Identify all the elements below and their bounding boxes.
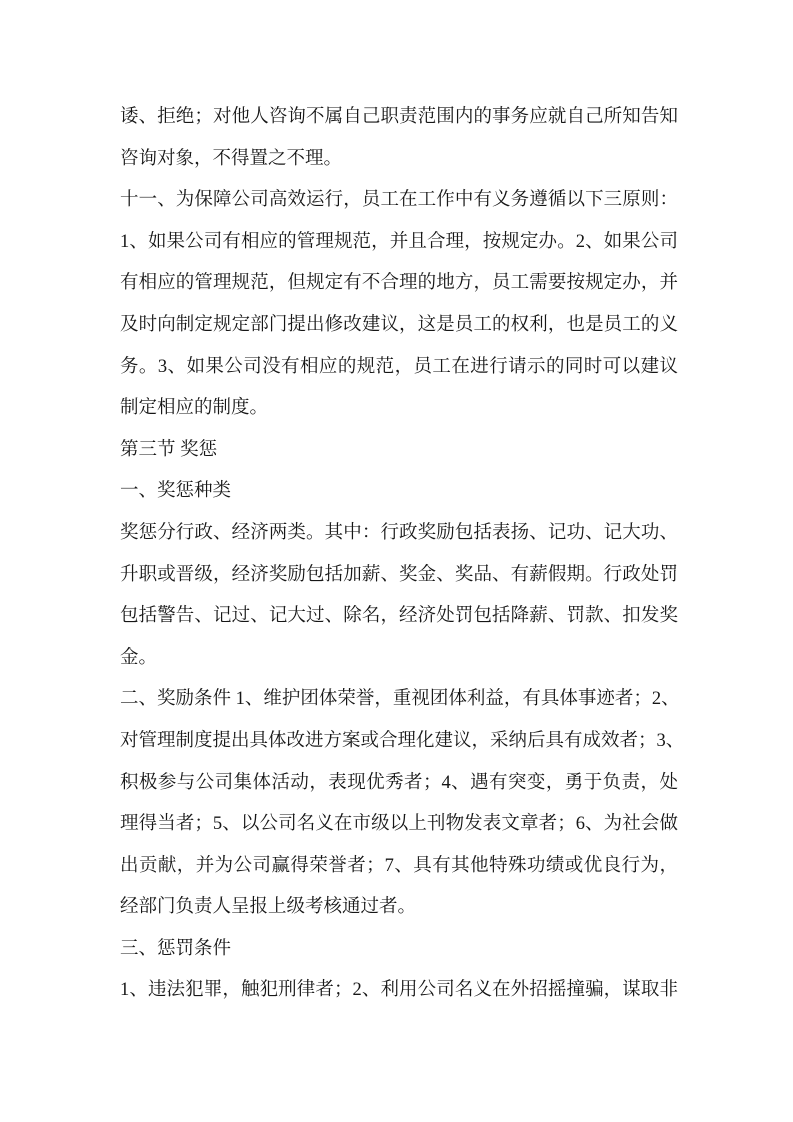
text-line: 制定相应的制度。 — [120, 398, 269, 419]
text-line: 升职或晋级，经济奖励包括加薪、奖金、奖品、有薪假期。行政处罚 — [120, 564, 678, 585]
text-line: 1、违法犯罪，触犯刑律者；2、利用公司名义在外招摇撞骗，谋取非 — [120, 980, 678, 1001]
text-line: 经部门负责人呈报上级考核通过者。 — [120, 897, 417, 918]
text-line: 出贡献，并为公司赢得荣誉者；7、具有其他特殊功绩或优良行为， — [120, 855, 678, 876]
text-line: 十一、为保障公司高效运行，员工在工作中有义务遵循以下三原则： — [120, 190, 678, 211]
text-line: 奖惩分行政、经济两类。其中：行政奖励包括表扬、记功、记大功、 — [120, 522, 678, 543]
text-line: 诿、拒绝；对他人咨询不属自己职责范围内的事务应就自己所知告知 — [120, 107, 678, 127]
text-line: 有相应的管理规范，但规定有不合理的地方，员工需要按规定办，并 — [120, 273, 678, 294]
text-line: 对管理制度提出具体改进方案或合理化建议，采纳后具有成效者；3、 — [120, 730, 685, 751]
text-line: 务。3、如果公司没有相应的规范，员工在进行请示的同时可以建议 — [120, 356, 678, 377]
text-line: 二、奖励条件 1、维护团体荣誉，重视团体利益，有具体事迹者；2、 — [120, 689, 680, 710]
document-text-block — [120, 97, 685, 1012]
text-line: 三、惩罚条件 — [120, 938, 232, 959]
text-line: 包括警告、记过、记大过、除名，经济处罚包括降薪、罚款、扣发奖 — [120, 606, 678, 627]
text-line: 金。 — [120, 647, 158, 668]
text-line: 第三节 奖惩 — [120, 439, 218, 460]
text-line: 1、如果公司有相应的管理规范，并且合理，按规定办。2、如果公司 — [120, 231, 678, 252]
text-line: 及时向制定规定部门提出修改建议，这是员工的权利，也是员工的义 — [120, 314, 678, 335]
text-line: 理得当者；5、以公司名义在市级以上刊物发表文章者；6、为社会做 — [120, 814, 678, 835]
text-line: 一、奖惩种类 — [120, 481, 232, 502]
text-line: 积极参与公司集体活动，表现优秀者；4、遇有突变，勇于负责，处 — [120, 772, 678, 793]
text-line: 咨询对象，不得置之不理。 — [120, 148, 343, 169]
